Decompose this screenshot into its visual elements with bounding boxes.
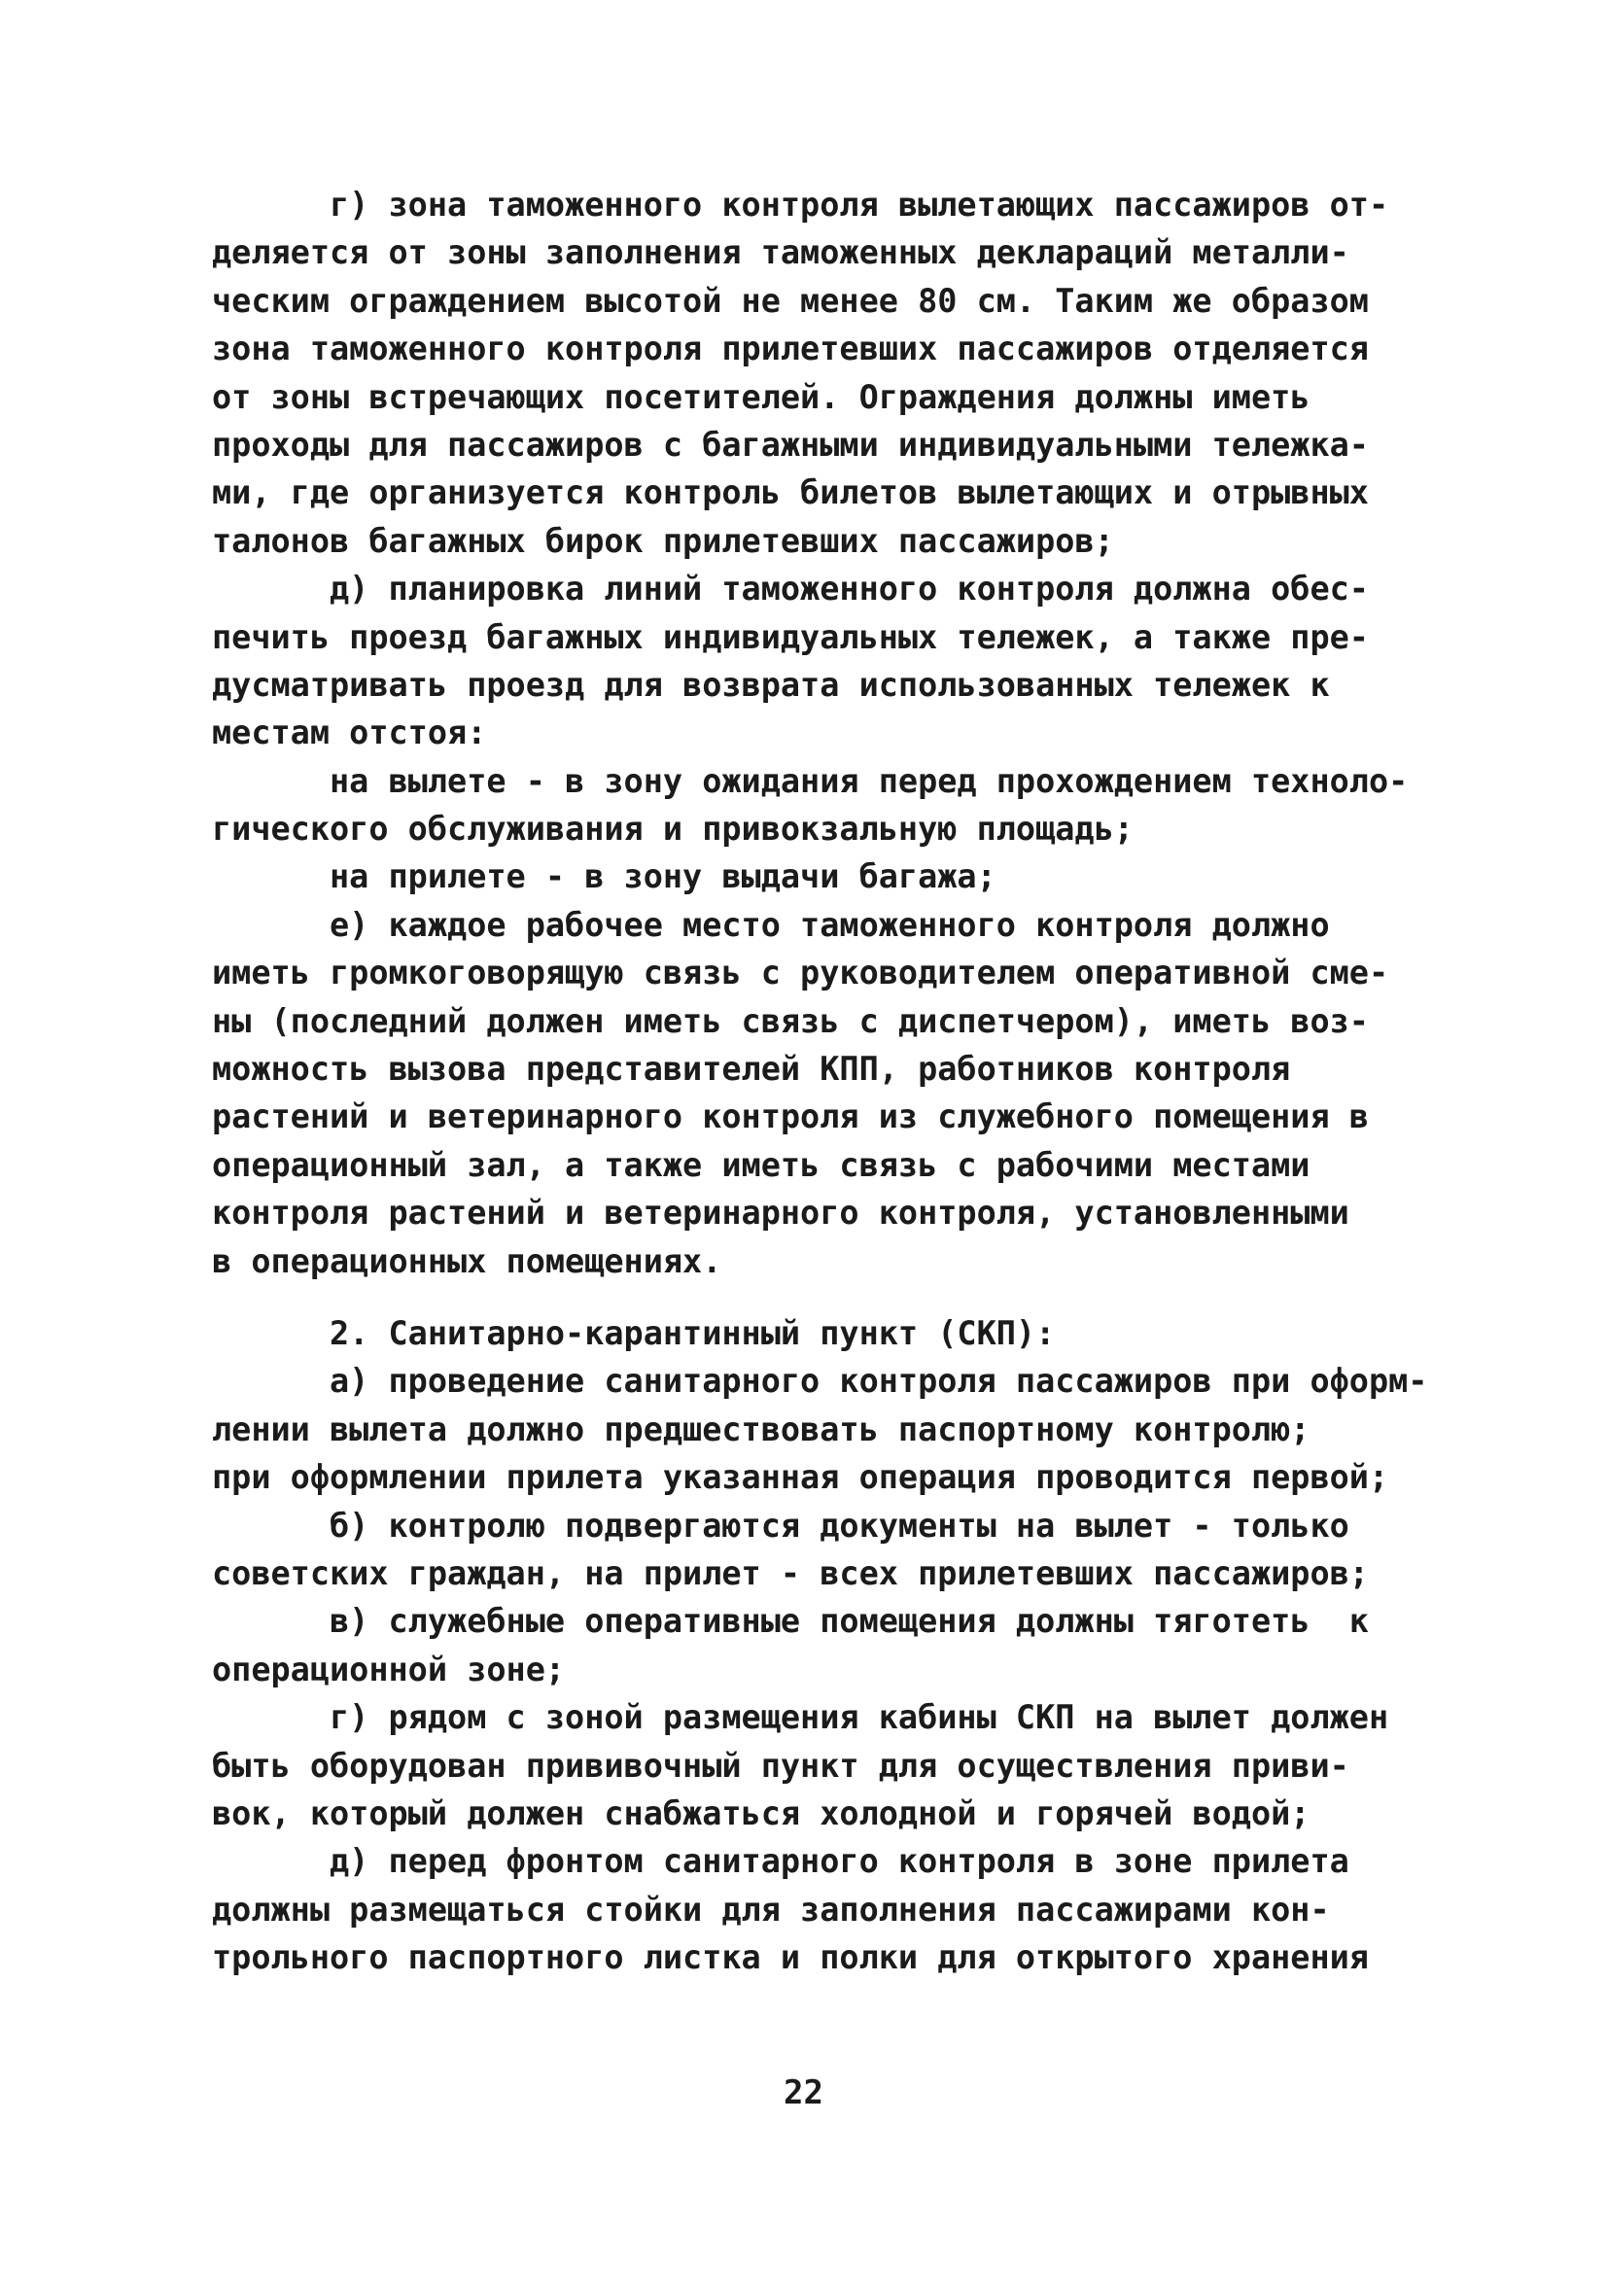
text-line: должны размещаться стойки для заполнения пассажирами кон- xyxy=(212,1890,1330,1929)
text-line: печить проезд багажных индивидуальных тележек, а также пре- xyxy=(212,617,1369,656)
text-line: советских граждан, на прилет - всех прилетевших пассажиров; xyxy=(212,1553,1369,1592)
text-line: талонов багажных бирок прилетевших пассажиров; xyxy=(212,521,1114,560)
text-line: от зоны встречающих посетителей. Ограждения должны иметь xyxy=(212,377,1310,416)
text-line: зона таможенного контроля прилетевших пассажиров отделяется xyxy=(212,330,1369,368)
text-line: е) каждое рабочее место таможенного контроля должно xyxy=(212,905,1330,944)
text-line: 2. Санитарно-карантинный пункт (СКП): xyxy=(212,1313,1056,1352)
text-line: операционной зоне; xyxy=(212,1650,566,1688)
text-line: быть оборудован прививочный пункт для осуществления приви- xyxy=(212,1746,1349,1785)
text-line: а) проведение санитарного контроля пассажиров при оформ- xyxy=(212,1362,1428,1401)
text-line: растений и ветеринарного контроля из служебного помещения в xyxy=(212,1097,1369,1136)
page-number: 22 xyxy=(784,2073,823,2112)
text-line: д) перед фронтом санитарного контроля в зоне прилета xyxy=(212,1842,1349,1881)
text-line: ны (последний должен иметь связь с диспетчером), иметь воз- xyxy=(212,1001,1369,1040)
text-line: проходы для пассажиров с багажными индивидуальными тележка- xyxy=(212,425,1369,464)
paragraph-block-sanitary xyxy=(212,1309,1428,1981)
page-body xyxy=(212,181,1428,1981)
paragraph-gap xyxy=(212,1285,1393,1309)
text-line: можность вызова представителей КПП, работников контроля xyxy=(212,1050,1291,1089)
text-line: при оформлении прилета указанная операция проводится первой; xyxy=(212,1458,1389,1497)
text-line: д) планировка линий таможенного контроля должна обес- xyxy=(212,570,1369,609)
text-line: гического обслуживания и привокзальную площадь; xyxy=(212,810,1134,849)
text-line: г) зона таможенного контроля вылетающих пассажиров от- xyxy=(212,186,1389,224)
text-line: деляется от зоны заполнения таможенных деклараций металли- xyxy=(212,233,1349,272)
text-line: трольного паспортного листка и полки для открытого хранения xyxy=(212,1938,1369,1977)
text-line: лении вылета должно предшествовать паспортному контролю; xyxy=(212,1409,1310,1448)
text-line: ческим ограждением высотой не менее 80 см. Таким же образом xyxy=(212,281,1369,320)
text-line: в) служебные оперативные помещения должны тяготеть к xyxy=(212,1602,1369,1641)
text-line: дусматривать проезд для возврата использованных тележек к xyxy=(212,665,1330,704)
text-line: вок, который должен снабжаться холодной и горячей водой; xyxy=(212,1793,1310,1832)
paragraph-block-customs xyxy=(212,181,1409,1285)
text-line: местам отстоя: xyxy=(212,713,487,752)
text-line: в операционных помещениях. xyxy=(212,1241,722,1280)
text-line: на вылете - в зону ожидания перед прохождением техноло- xyxy=(212,761,1409,800)
text-line: иметь громкоговорящую связь с руководителем оперативной сме- xyxy=(212,954,1389,992)
text-line: б) контролю подвергаются документы на вылет - только xyxy=(212,1506,1349,1545)
text-line: на прилете - в зону выдачи багажа; xyxy=(212,857,996,896)
text-line: контроля растений и ветеринарного контроля, установленными xyxy=(212,1194,1349,1233)
text-line: г) рядом с зоной размещения кабины СКП на вылет должен xyxy=(212,1698,1389,1737)
text-line: операционный зал, а также иметь связь с рабочими местами xyxy=(212,1145,1310,1184)
text-line: ми, где организуется контроль билетов вылетающих и отрывных xyxy=(212,473,1369,512)
